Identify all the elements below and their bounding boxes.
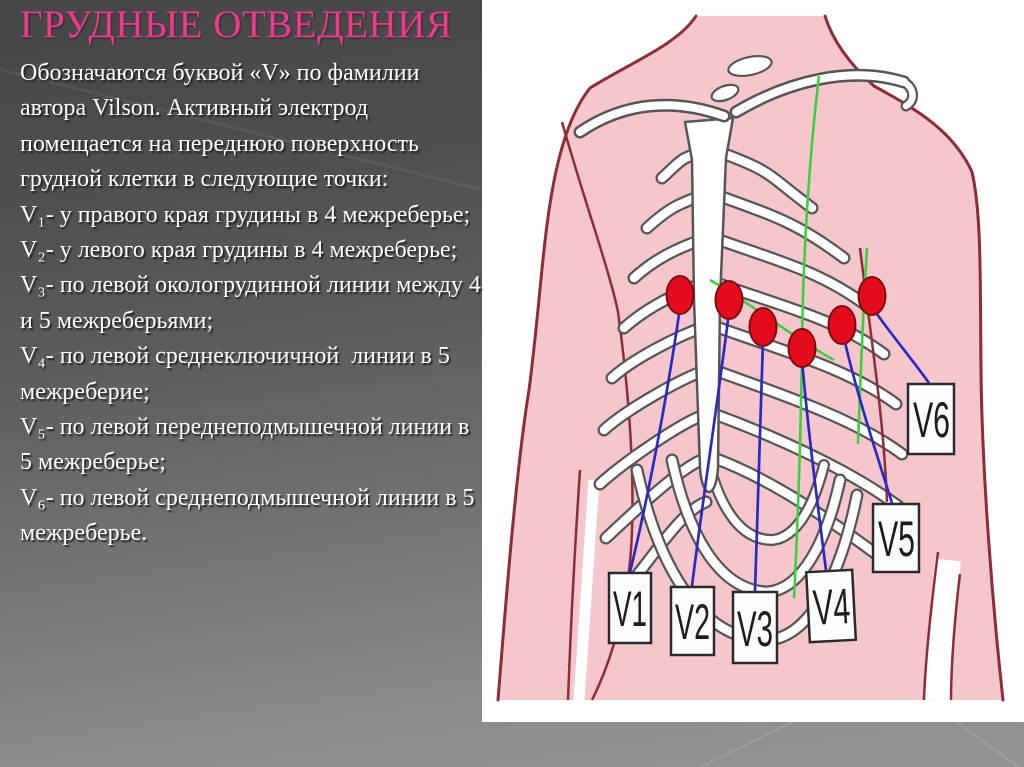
lead-label-box-v6 — [908, 384, 954, 454]
body-text-line: автора Vilson. Активный электрод — [20, 95, 369, 122]
electrode-dot-v5 — [829, 306, 856, 344]
body-text-line: межреберье. — [20, 520, 148, 547]
electrode-dot-v6 — [859, 277, 886, 315]
body-text-line: Обозначаются буквой «V» по фамилии — [20, 60, 420, 86]
electrode-dot-v1 — [667, 276, 694, 314]
svg-text:V5: V5 — [878, 511, 915, 567]
body-text-line: V₄- по левой среднеключичной линии в 5 — [20, 343, 450, 370]
electrode-dot-v2 — [716, 281, 743, 319]
lead-label-box-v4 — [806, 570, 876, 642]
svg-text:V6: V6 — [913, 392, 950, 448]
lead-label-box-v3 — [733, 592, 777, 663]
body-text-line: V₅- по левой переднеподмышечной линии в — [20, 414, 470, 441]
lead-label-box-v1 — [609, 573, 651, 643]
body-text-line: V₂- у левого края грудины в 4 межреберье; — [20, 237, 458, 264]
svg-text:V2: V2 — [675, 594, 710, 650]
svg-text:V4: V4 — [811, 576, 876, 636]
chest-leads-illustration — [482, 0, 1024, 722]
body-text-line: 5 межреберье; — [20, 449, 166, 476]
electrode-dot-v4 — [789, 329, 816, 367]
body-text-line: межреберие; — [20, 378, 150, 405]
lead-label-box-v5 — [873, 504, 919, 572]
svg-text:V1: V1 — [613, 581, 647, 637]
right-armpit-gap — [938, 560, 948, 700]
body-text-line: V₆- по левой среднеподмышечной линии в 5 — [20, 484, 475, 511]
page-title: ГРУДНЫЕ ОТВЕДЕНИЯ — [20, 3, 453, 46]
slide-text-column — [20, 2, 550, 552]
body-text-line: V₃- по левой окологрудинной линии между 4 — [20, 272, 481, 299]
svg-text:V3: V3 — [737, 601, 773, 657]
body-text-line: и 5 межреберьями; — [20, 307, 214, 334]
background-diagonal-line — [957, 722, 1024, 767]
body-text-line: V₁- у правого края грудины в 4 межреберье; — [20, 201, 471, 228]
illustration-panel — [482, 0, 1024, 722]
body-text-line: грудной клетки в следующие точки: — [20, 166, 389, 193]
electrode-dot-v3 — [750, 308, 777, 346]
slide-body-text — [20, 56, 550, 552]
lead-label-box-v2 — [671, 587, 714, 655]
body-text-line: помещается на переднюю поверхность — [20, 130, 419, 157]
